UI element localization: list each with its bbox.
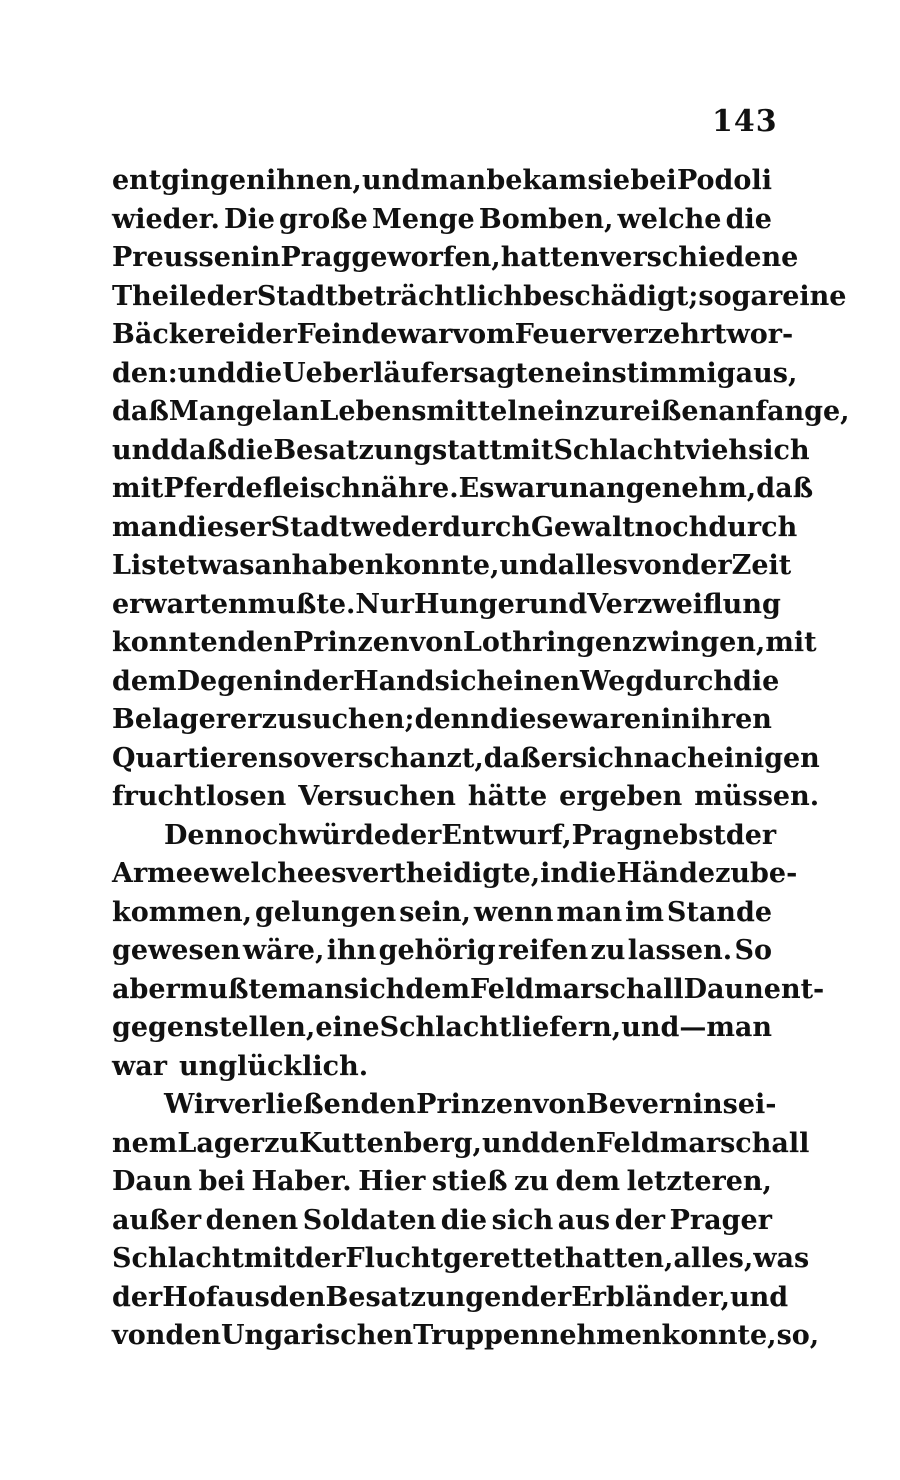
text-line: aber mußte man sich dem Feldmarschall Daun ent- (112, 973, 825, 1005)
text-line: daß Mangel an Lebensmitteln einzureißen anfange, (112, 396, 850, 427)
text-line: erwarten mußte. Nur Hunger und Verzweiflung (112, 588, 781, 620)
text-line: der Hof aus den Besatzungen der Erbländer, und (112, 1281, 789, 1313)
text-line: fruchtlosen Versuchen hätte ergeben müssen. (112, 781, 820, 812)
text-line: mit Pferdefleisch nähre. Es war unangenehm, daß (112, 473, 814, 504)
text-line: Armee welche es vertheidigte, in die Hände zu be- (112, 858, 798, 889)
text-line: kommen, gelungen sein, wenn man im Stande (112, 896, 772, 928)
text-line: gegen stellen, eine Schlacht liefern, und — man (112, 1012, 773, 1043)
text-line: dem Degen in der Hand sich einen Weg durch die (112, 665, 780, 697)
page-number: 143 (712, 104, 778, 139)
body-text (112, 162, 850, 1356)
text-line: entgingen ihnen, und man bekam sie bei Podoli (112, 165, 772, 196)
text-line: wieder. Die große Menge Bomben, welche die (112, 203, 772, 235)
text-line: den: und die Ueberläufer sagten einstimmig aus, (112, 357, 798, 389)
text-line: Daun bei Haber. Hier stieß zu dem letzteren, (112, 1166, 772, 1197)
text-line: Preussen in Prag geworfen, hatten verschiedene (112, 242, 799, 273)
text-line: konnten den Prinzen von Lothringen zwingen, mit (112, 627, 817, 658)
text-line: Quartieren so verschanzt, daß er sich nach einigen (112, 742, 820, 774)
text-line: gewesen wäre, ihn gehörig reifen zu lassen. So (112, 935, 772, 966)
text-line: Dennoch würde der Entwurf, Prag nebst der (164, 819, 777, 851)
text-line: von den Ungarischen Truppen nehmen konnte, so, (112, 1320, 820, 1351)
text-line: Schlacht mit der Flucht gerettet hatten, alles, was (112, 1243, 810, 1274)
text-line: man dieser Stadt weder durch Gewalt noch durch (112, 511, 798, 543)
text-line: war unglücklich. (112, 1050, 369, 1082)
text-line: außer denen Soldaten die sich aus der Prager (112, 1204, 772, 1236)
text-line: List etwas anhaben konnte, und alles von der Zeit (112, 550, 792, 581)
text-line: nem Lager zu Kuttenberg, und den Feldmarschall (112, 1127, 810, 1159)
text-line: Theile der Stadt beträchtlich beschädigt; sogar eine (112, 280, 847, 312)
text-line: Belagerer zu suchen; denn diese waren in ihren (112, 704, 772, 735)
text-line: Bäckerei der Feinde war vom Feuer verzehrt wor- (112, 319, 794, 350)
text-line: und daß die Besatzung statt mit Schlachtvieh sich (112, 434, 810, 466)
text-line: Wir verließen den Prinzen von Bevern in sei- (164, 1089, 777, 1120)
